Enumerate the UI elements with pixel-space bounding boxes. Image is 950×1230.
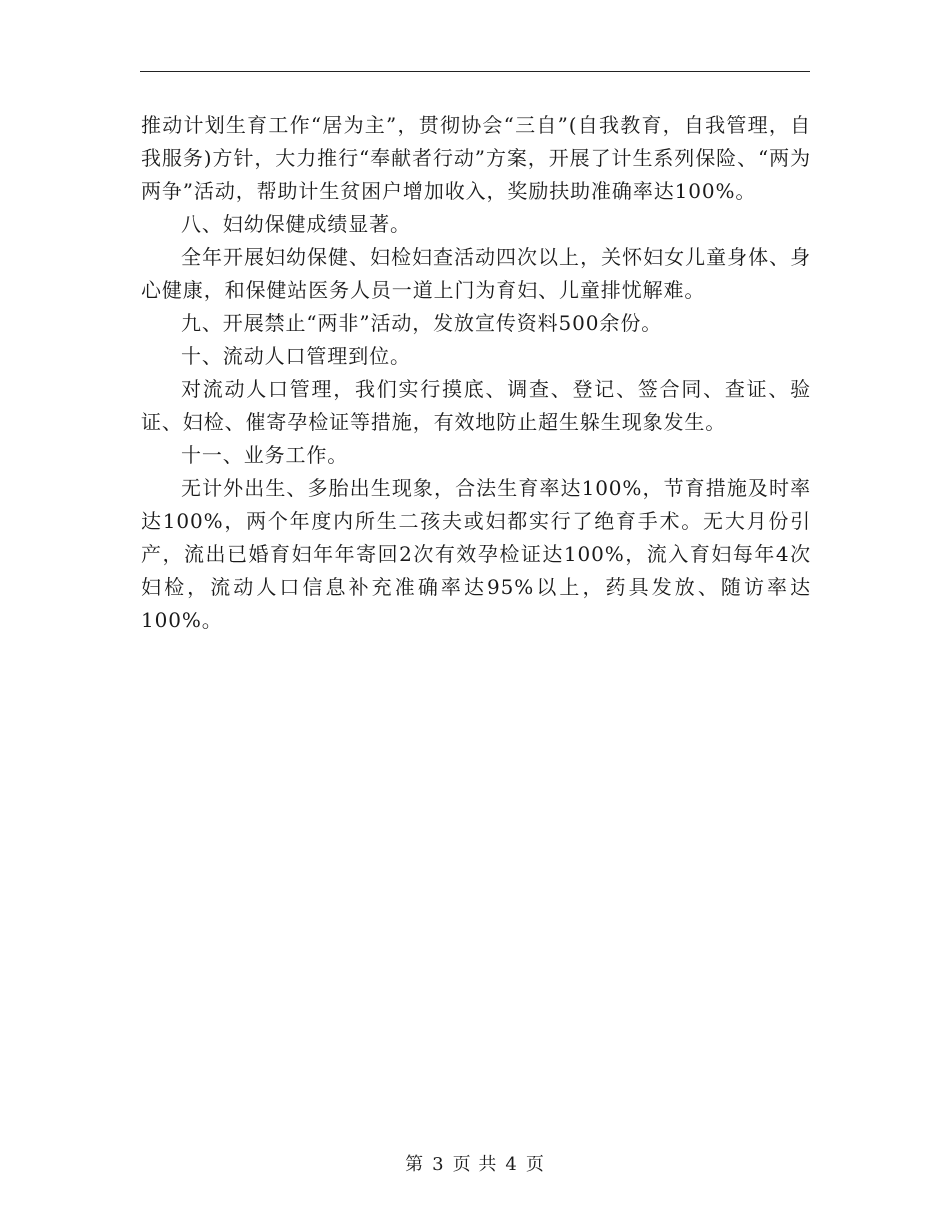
paragraph-section-11: 无计外出生、多胎出生现象，合法生育率达100%，节育措施及时率达100%，两个年度内所生二孩夫或妇都实行了绝育手术。无大月份引产，流出已婚育妇年年寄回2次有效孕检证达100%，流入育妇每年4次妇检，流动人口信息补充准确率达95%以上，药具发放、随访率达100%。 bbox=[141, 476, 811, 632]
heading-section-11: 十一、业务工作。 bbox=[181, 443, 349, 467]
footer-middle: 页 共 bbox=[452, 1154, 498, 1175]
paragraph-section-8: 全年开展妇幼保健、妇检妇查活动四次以上，关怀妇女儿童身体、身心健康，和保健站医务人员一道上门为育妇、儿童排忧解难。 bbox=[141, 245, 811, 302]
heading-section-8: 八、妇幼保健成绩显著。 bbox=[181, 212, 411, 236]
heading-section-9: 九、开展禁止“两非”活动，发放宣传资料500余份。 bbox=[181, 311, 663, 335]
paragraph-section-10: 对流动人口管理，我们实行摸底、调查、登记、签合同、查证、验证、妇检、催寄孕检证等措施，有效地防止超生躲生现象发生。 bbox=[141, 377, 811, 434]
paragraph-1: 推动计划生育工作“居为主”，贯彻协会“三自”(自我教育，自我管理，自我服务)方针，大力推行“奉献者行动”方案，开展了计生系列保险、“两为两争”活动，帮助计生贫困户增加收入，奖励扶助准确率达100%。 bbox=[141, 113, 811, 203]
page-footer bbox=[0, 1152, 950, 1178]
footer-prefix: 第 bbox=[405, 1154, 425, 1175]
footer-current-page: 3 bbox=[432, 1154, 445, 1175]
heading-section-10: 十、流动人口管理到位。 bbox=[181, 344, 411, 368]
header-rule bbox=[140, 71, 810, 72]
footer-total-pages: 4 bbox=[505, 1154, 518, 1175]
footer-suffix: 页 bbox=[525, 1154, 545, 1175]
document-body bbox=[141, 109, 811, 637]
